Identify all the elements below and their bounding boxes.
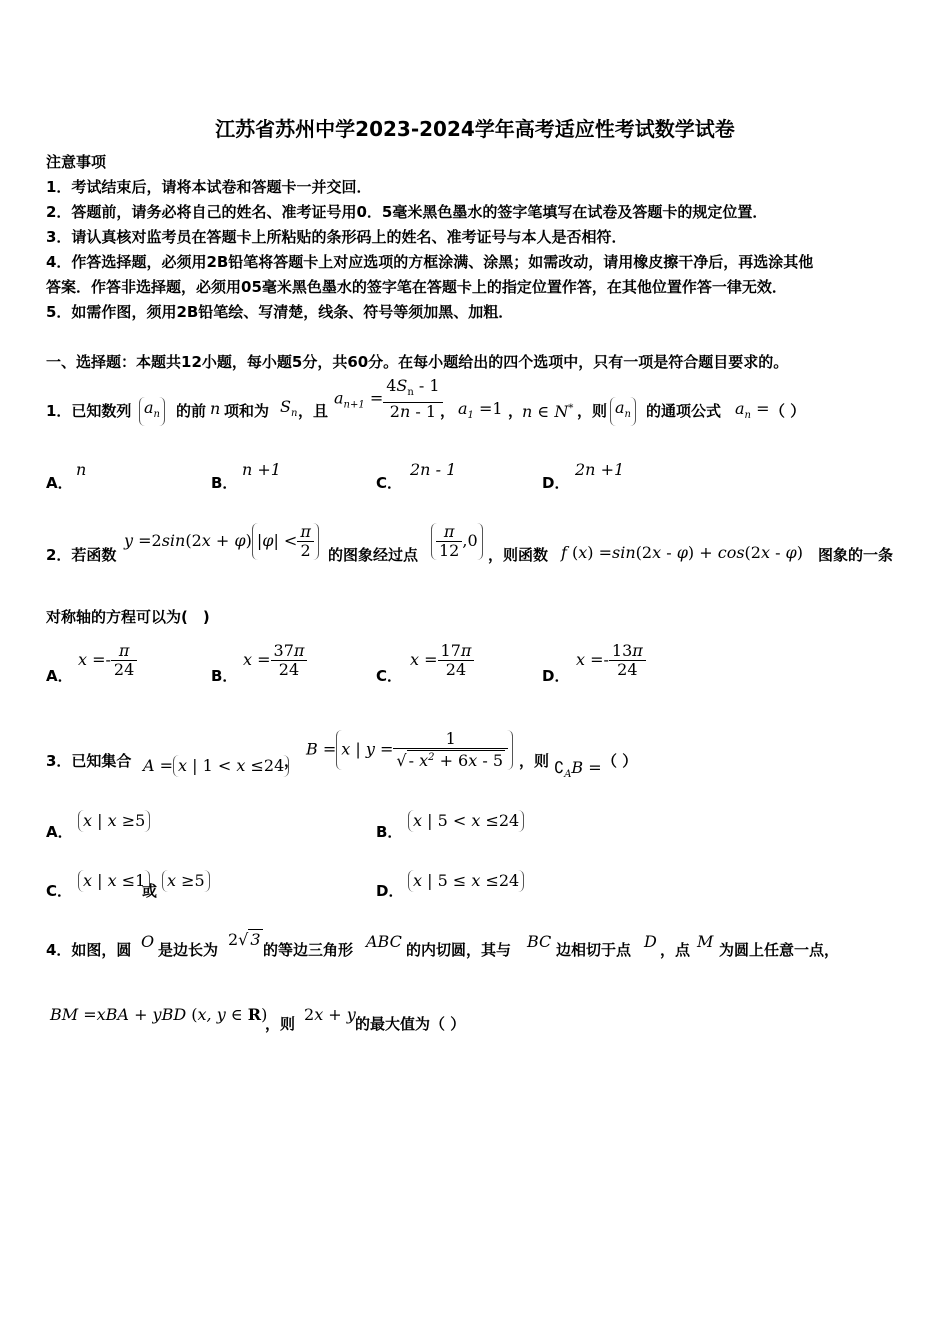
math-point: $\frac{\pi}{12}$ ,0 <box>431 523 483 560</box>
math-vector-eq: BM =xBA + yBD (x, y ∈ R) <box>50 1005 268 1024</box>
math-seq: $a_n$ <box>139 397 165 426</box>
note-item: 答案．作答非选择题，必须用05毫米黑色墨水的签字笔在答题卡上的指定位置作答，在其他位置作答一律无效． <box>46 278 787 296</box>
math-complement: $∁_AB$ = <box>554 758 602 780</box>
option-d: x =- $\frac{13\pi}{24}$ <box>576 642 646 679</box>
option-label: D． <box>542 474 570 492</box>
note-item: 5．如需作图，须用2B铅笔绘、写清楚，线条、符号等须加黑、加粗． <box>46 303 514 321</box>
option-b: x | 5 < x ≤24 <box>408 810 524 832</box>
section-heading: 一、选择题：本题共12小题，每小题5分，共60分。在每小题给出的四个选项中，只有一项是符合题目要求的。 <box>46 353 789 371</box>
option-a: x | x ≥5 <box>78 810 150 832</box>
math-recurrence: $a_{n+1}$ = $\frac{4S_n - 1}{2n - 1}$ <box>334 377 443 421</box>
option-label: A． <box>46 823 73 841</box>
math-function: y =2sin(2x + φ) |φ| < $\frac{\pi}{2}$ <box>124 523 319 560</box>
note-item: 1．考试结束后，请将本试卷和答题卡一并交回． <box>46 178 372 196</box>
option-label: D． <box>542 667 570 685</box>
math-set-a: A = x | 1 < x ≤24 <box>143 755 289 777</box>
option-label: C． <box>46 882 73 900</box>
option-b: x = $\frac{37\pi}{24}$ <box>243 642 307 679</box>
option-label: B． <box>211 474 238 492</box>
option-a: x =- $\frac{\pi}{24}$ <box>78 642 137 679</box>
option-a: n <box>76 460 87 479</box>
page-title: 江苏省苏州中学2023-2024学年高考适应性考试数学试卷 <box>215 117 735 141</box>
option-label: D． <box>376 882 404 900</box>
option-c: x | x ≤1 <box>78 870 150 892</box>
notes-heading: 注意事项 <box>46 153 107 171</box>
option-b: n +1 <box>242 460 281 479</box>
note-item: 4．作答选择题，必须用2B铅笔将答题卡上对应选项的方框涂满、涂黑；如需改动，请用橡皮擦干净后，再选涂其他 <box>46 253 814 271</box>
option-label: B． <box>211 667 238 685</box>
option-label: A． <box>46 667 73 685</box>
option-label: B． <box>376 823 403 841</box>
note-item: 2．答题前，请务必将自己的姓名、准考证号用0．5毫米黑色墨水的签字笔填写在试卷及答题卡的规定位置． <box>46 203 768 221</box>
option-d: x | 5 ≤ x ≤24 <box>408 870 524 892</box>
option-c: 2n - 1 <box>410 460 457 479</box>
option-c: x = $\frac{17\pi}{24}$ <box>410 642 474 679</box>
option-label: A． <box>46 474 73 492</box>
math-set-b: B = x | y = $\frac{1}{√ - x^2 + 6x - 5}$ <box>306 730 513 770</box>
math-side-length: 2√ 3 <box>228 930 261 949</box>
option-label: C． <box>376 667 403 685</box>
math-fx: f (x) =sin(2x - φ) + cos(2x - φ) <box>561 543 804 562</box>
option-label: C． <box>376 474 403 492</box>
note-item: 3．请认真核对监考员在答题卡上所粘贴的条形码上的姓名、准考证号与本人是否相符． <box>46 228 627 246</box>
option-d: 2n +1 <box>575 460 625 479</box>
